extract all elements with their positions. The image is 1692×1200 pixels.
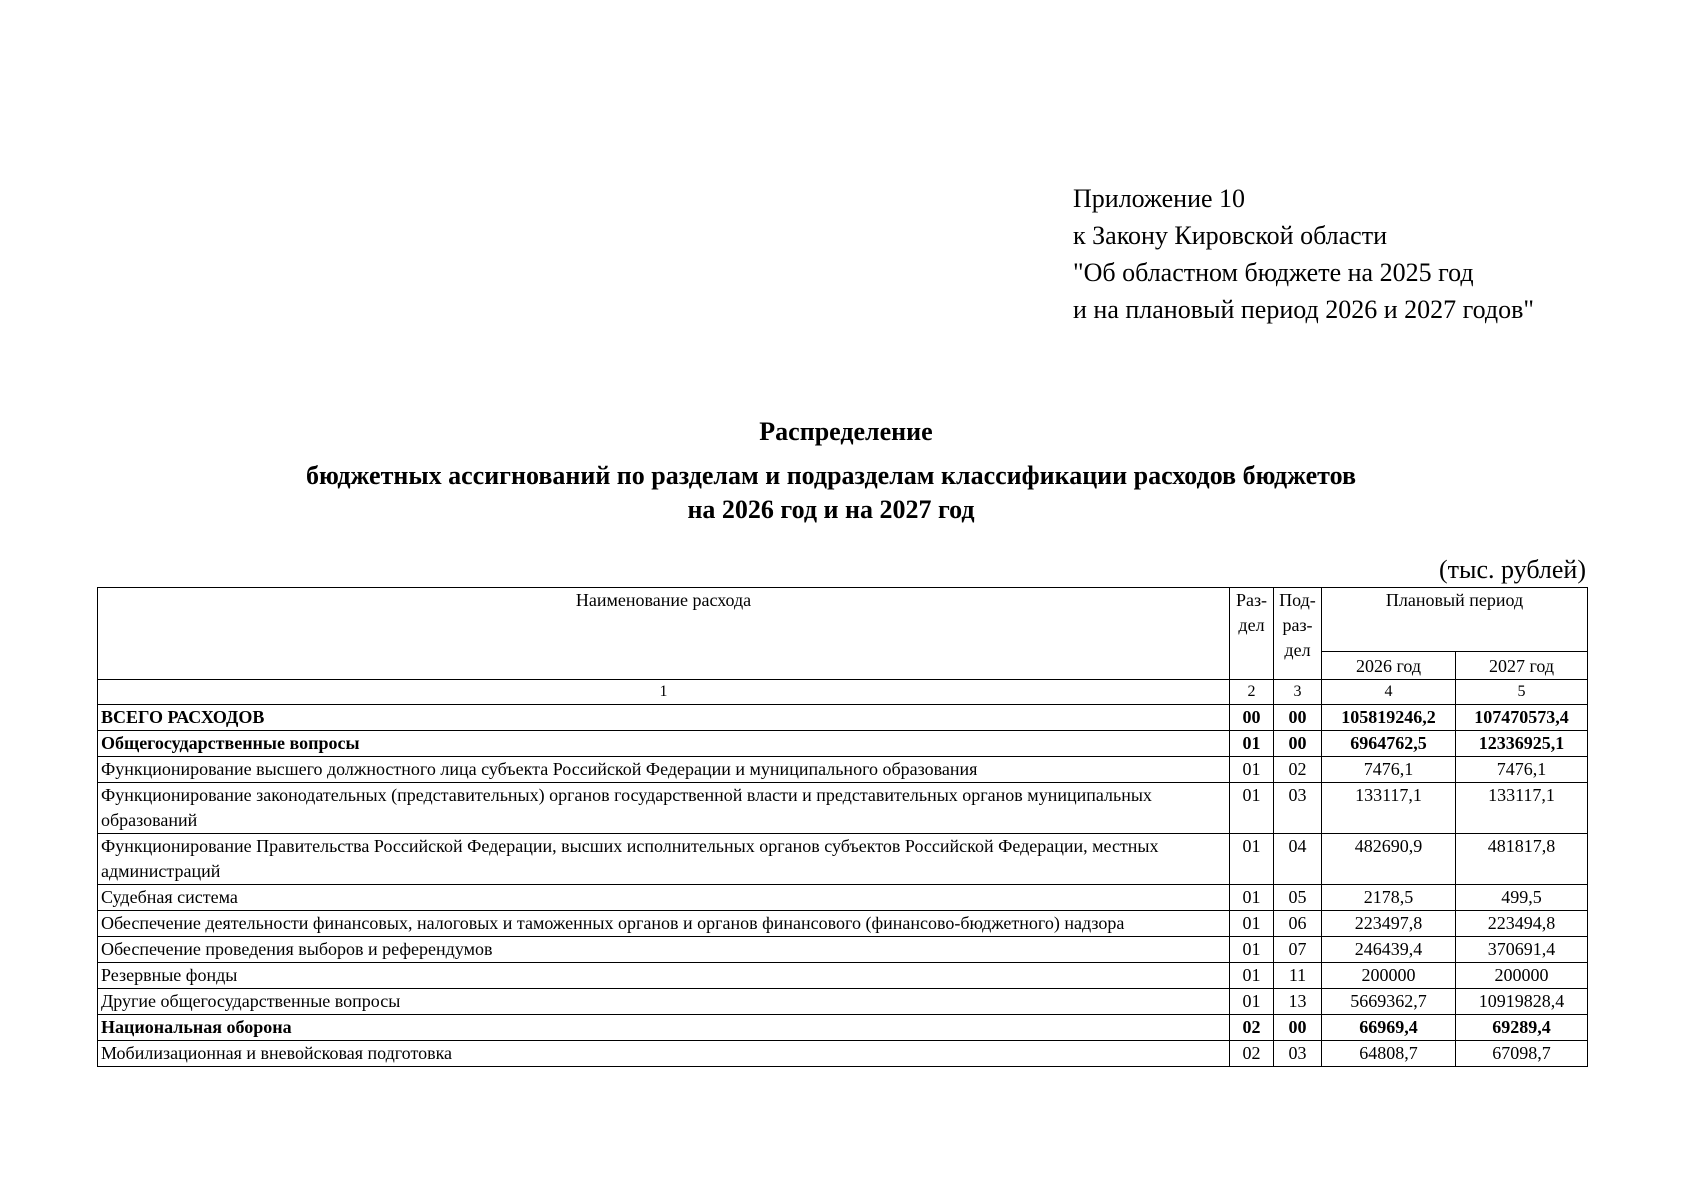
title-line: Распределение [759, 417, 933, 446]
row-name: Резервные фонды [98, 963, 1230, 989]
row-value-2027: 10919828,4 [1456, 989, 1588, 1015]
row-value-2027: 107470573,4 [1456, 705, 1588, 731]
header-year-2026: 2026 год [1322, 652, 1456, 680]
row-section: 00 [1230, 705, 1274, 731]
row-value-2027: 67098,7 [1456, 1041, 1588, 1067]
column-index: 1 [98, 680, 1230, 705]
row-name: Обеспечение проведения выборов и референдумов [98, 937, 1230, 963]
row-subsection: 11 [1274, 963, 1322, 989]
row-value-2026: 2178,5 [1322, 885, 1456, 911]
row-value-2026: 64808,7 [1322, 1041, 1456, 1067]
row-name: Судебная система [98, 885, 1230, 911]
header-year-2027: 2027 год [1456, 652, 1588, 680]
row-section: 01 [1230, 757, 1274, 783]
table-row [98, 1015, 1588, 1041]
row-name: Функционирование высшего должностного лица субъекта Российской Федерации и муниципального образования [98, 757, 1230, 783]
table-row [98, 757, 1588, 783]
row-section: 01 [1230, 885, 1274, 911]
row-value-2027: 200000 [1456, 963, 1588, 989]
row-name: Общегосударственные вопросы [98, 731, 1230, 757]
row-section: 02 [1230, 1015, 1274, 1041]
header-plan-period: Плановый период [1322, 588, 1588, 652]
row-value-2026: 66969,4 [1322, 1015, 1456, 1041]
column-index: 3 [1274, 680, 1322, 705]
units-label: (тыс. рублей) [1438, 555, 1586, 584]
row-subsection: 03 [1274, 783, 1322, 834]
row-subsection: 00 [1274, 731, 1322, 757]
row-value-2027: 370691,4 [1456, 937, 1588, 963]
appendix-line: "Об областном бюджете на 2025 год [1073, 258, 1474, 287]
row-value-2026: 133117,1 [1322, 783, 1456, 834]
table-row [98, 1041, 1588, 1067]
row-subsection: 00 [1274, 705, 1322, 731]
table-row [98, 783, 1588, 834]
header-name: Наименование расхода [98, 588, 1230, 680]
row-value-2026: 6964762,5 [1322, 731, 1456, 757]
appendix-note [1073, 180, 1534, 328]
table-row [98, 834, 1588, 885]
budget-table [97, 587, 1588, 1067]
appendix-line: к Закону Кировской области [1073, 221, 1387, 250]
row-subsection: 02 [1274, 757, 1322, 783]
table-row [98, 705, 1588, 731]
row-subsection: 05 [1274, 885, 1322, 911]
row-subsection: 13 [1274, 989, 1322, 1015]
table-row [98, 963, 1588, 989]
row-subsection: 03 [1274, 1041, 1322, 1067]
title-line: на 2026 год и на 2027 год [687, 495, 975, 524]
row-value-2027: 133117,1 [1456, 783, 1588, 834]
row-name: Функционирование законодательных (представительных) органов государственной власти и представительных органов муниципальных образований [98, 783, 1230, 834]
row-name: Функционирование Правительства Российской Федерации, высших исполнительных органов субъектов Российской Федерации, местных администраций [98, 834, 1230, 885]
row-value-2026: 5669362,7 [1322, 989, 1456, 1015]
row-subsection: 06 [1274, 911, 1322, 937]
row-section: 01 [1230, 911, 1274, 937]
row-value-2027: 481817,8 [1456, 834, 1588, 885]
row-name: Обеспечение деятельности финансовых, налоговых и таможенных органов и органов финансового (финансово-бюджетного) надзора [98, 911, 1230, 937]
appendix-line: Приложение 10 [1073, 184, 1246, 213]
row-section: 02 [1230, 1041, 1274, 1067]
row-section: 01 [1230, 731, 1274, 757]
row-name: ВСЕГО РАСХОДОВ [98, 705, 1230, 731]
row-section: 01 [1230, 963, 1274, 989]
column-index-row [98, 680, 1588, 705]
row-value-2026: 223497,8 [1322, 911, 1456, 937]
row-name: Другие общегосударственные вопросы [98, 989, 1230, 1015]
table-row [98, 989, 1588, 1015]
row-value-2027: 223494,8 [1456, 911, 1588, 937]
column-index: 4 [1322, 680, 1456, 705]
appendix-line: и на плановый период 2026 и 2027 годов" [1073, 295, 1535, 324]
column-index: 5 [1456, 680, 1588, 705]
table-row [98, 911, 1588, 937]
table-row [98, 937, 1588, 963]
table-row [98, 731, 1588, 757]
table-row [98, 885, 1588, 911]
row-name: Мобилизационная и вневойсковая подготовка [98, 1041, 1230, 1067]
row-section: 01 [1230, 937, 1274, 963]
header-section: Раз-дел [1230, 588, 1274, 680]
row-value-2026: 246439,4 [1322, 937, 1456, 963]
row-value-2027: 12336925,1 [1456, 731, 1588, 757]
row-value-2026: 105819246,2 [1322, 705, 1456, 731]
row-name: Национальная оборона [98, 1015, 1230, 1041]
row-section: 01 [1230, 783, 1274, 834]
row-value-2026: 7476,1 [1322, 757, 1456, 783]
row-value-2027: 7476,1 [1456, 757, 1588, 783]
row-subsection: 00 [1274, 1015, 1322, 1041]
row-value-2027: 69289,4 [1456, 1015, 1588, 1041]
header-subsection: Под-раз-дел [1274, 588, 1322, 680]
title-line: бюджетных ассигнований по разделам и подразделам классификации расходов бюджетов [305, 461, 1357, 490]
row-subsection: 04 [1274, 834, 1322, 885]
row-section: 01 [1230, 989, 1274, 1015]
row-section: 01 [1230, 834, 1274, 885]
row-value-2026: 200000 [1322, 963, 1456, 989]
row-value-2027: 499,5 [1456, 885, 1588, 911]
column-index: 2 [1230, 680, 1274, 705]
row-value-2026: 482690,9 [1322, 834, 1456, 885]
row-subsection: 07 [1274, 937, 1322, 963]
